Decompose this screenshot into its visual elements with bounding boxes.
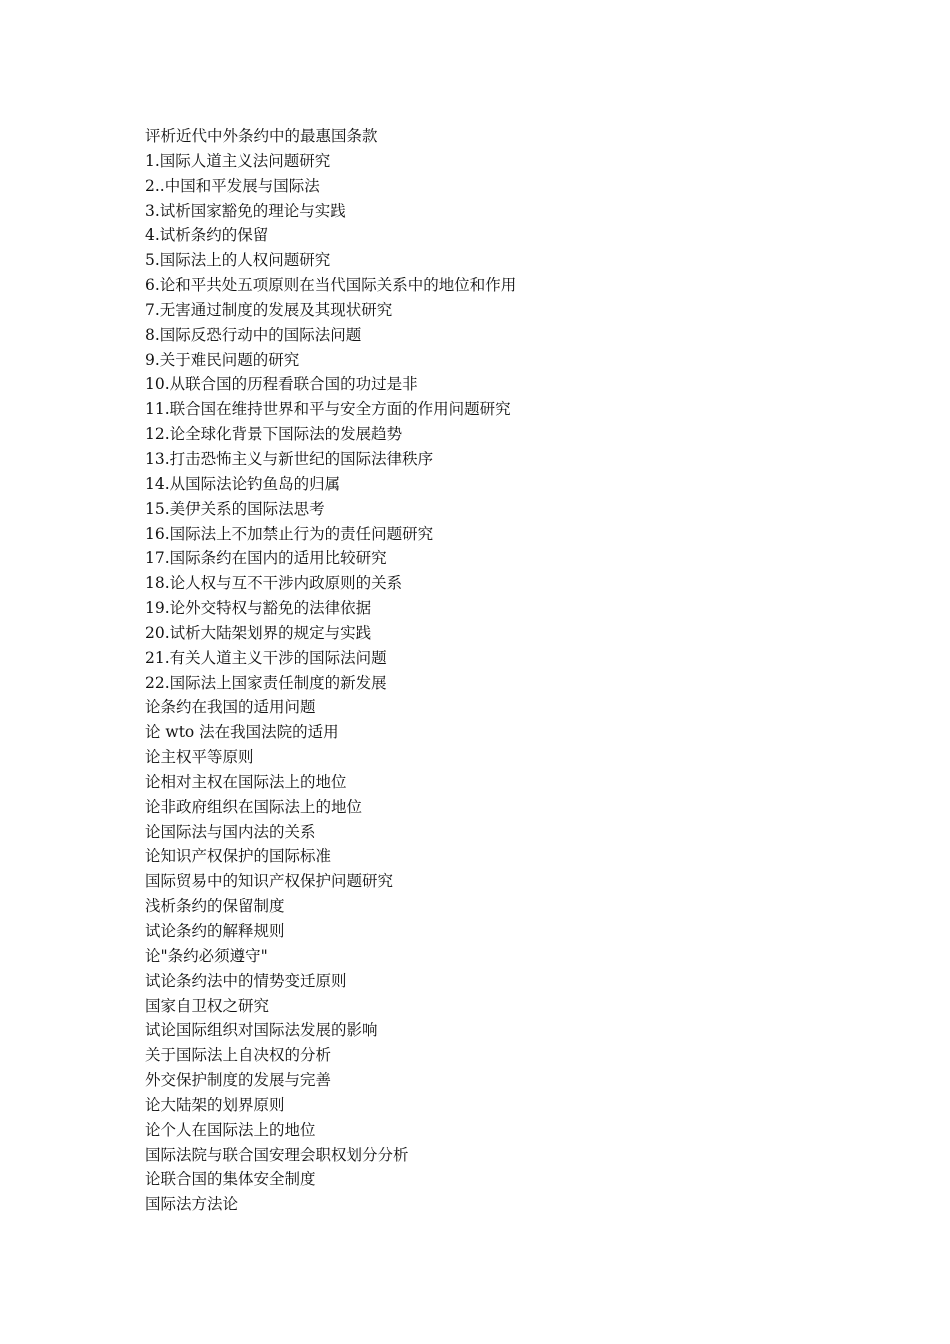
topic-item: 1.国际人道主义法问题研究 <box>145 151 331 170</box>
topic-item: 论个人在国际法上的地位 <box>145 1120 316 1139</box>
topic-item: 8.国际反恐行动中的国际法问题 <box>145 325 362 344</box>
topic-item: 4.试析条约的保留 <box>145 226 269 245</box>
topic-item: 国家自卫权之研究 <box>145 996 270 1015</box>
topic-item: 国际贸易中的知识产权保护问题研究 <box>145 872 394 891</box>
topic-item: 11.联合国在维持世界和平与安全方面的作用问题研究 <box>145 400 511 419</box>
topic-item: 7.无害通过制度的发展及其现状研究 <box>145 300 393 319</box>
topic-item: 14.从国际法论钓鱼岛的归属 <box>145 474 341 493</box>
topic-item: 论条约在我国的适用问题 <box>145 698 316 717</box>
topic-item: 6.论和平共处五项原则在当代国际关系中的地位和作用 <box>145 276 517 295</box>
topic-item: 17.国际条约在国内的适用比较研究 <box>145 549 387 568</box>
topic-item: 论 wto 法在我国法院的适用 <box>145 723 339 742</box>
topic-item: 关于国际法上自决权的分析 <box>145 1046 332 1065</box>
topic-item: 21.有关人道主义干涉的国际法问题 <box>145 648 387 667</box>
topic-item: 国际法方法论 <box>145 1195 239 1214</box>
topic-item: 论"条约必须遵守" <box>145 946 268 965</box>
topic-item: 论非政府组织在国际法上的地位 <box>145 797 363 816</box>
topic-item: 22.国际法上国家责任制度的新发展 <box>145 673 387 692</box>
topic-item: 12.论全球化背景下国际法的发展趋势 <box>145 425 403 444</box>
topic-item: 18.论人权与互不干涉内政原则的关系 <box>145 574 403 593</box>
topic-item: 5.国际法上的人权问题研究 <box>145 251 331 270</box>
topic-item: 国际法院与联合国安理会职权划分分析 <box>145 1145 409 1164</box>
topic-item: 浅析条约的保留制度 <box>145 897 285 916</box>
topic-item: 15.美伊关系的国际法思考 <box>145 499 325 518</box>
topic-heading: 评析近代中外条约中的最惠国条款 <box>145 127 378 145</box>
topic-item: 论国际法与国内法的关系 <box>145 822 316 841</box>
topic-item: 试论条约法中的情势变迁原则 <box>145 971 347 990</box>
topic-item: 19.论外交特权与豁免的法律依据 <box>145 599 372 618</box>
topic-item: 论相对主权在国际法上的地位 <box>145 772 347 791</box>
topic-list <box>145 124 905 1217</box>
topic-item: 论主权平等原则 <box>145 748 254 767</box>
topic-item: 试论国际组织对国际法发展的影响 <box>145 1021 378 1040</box>
topic-item: 论大陆架的划界原则 <box>145 1095 285 1114</box>
topic-item: 10.从联合国的历程看联合国的功过是非 <box>145 375 418 394</box>
topic-item: 2..中国和平发展与国际法 <box>145 176 320 195</box>
topic-item: 外交保护制度的发展与完善 <box>145 1071 332 1090</box>
topic-item: 9.关于难民问题的研究 <box>145 350 300 369</box>
topic-item: 试论条约的解释规则 <box>145 922 285 940</box>
topic-item: 3.试析国家豁免的理论与实践 <box>145 201 346 220</box>
topic-item: 16.国际法上不加禁止行为的责任问题研究 <box>145 524 434 543</box>
topic-item: 13.打击恐怖主义与新世纪的国际法律秩序 <box>145 449 434 468</box>
topic-item: 20.试析大陆架划界的规定与实践 <box>145 623 372 642</box>
topic-item: 论知识产权保护的国际标准 <box>145 847 332 866</box>
topic-item: 论联合国的集体安全制度 <box>145 1170 316 1189</box>
